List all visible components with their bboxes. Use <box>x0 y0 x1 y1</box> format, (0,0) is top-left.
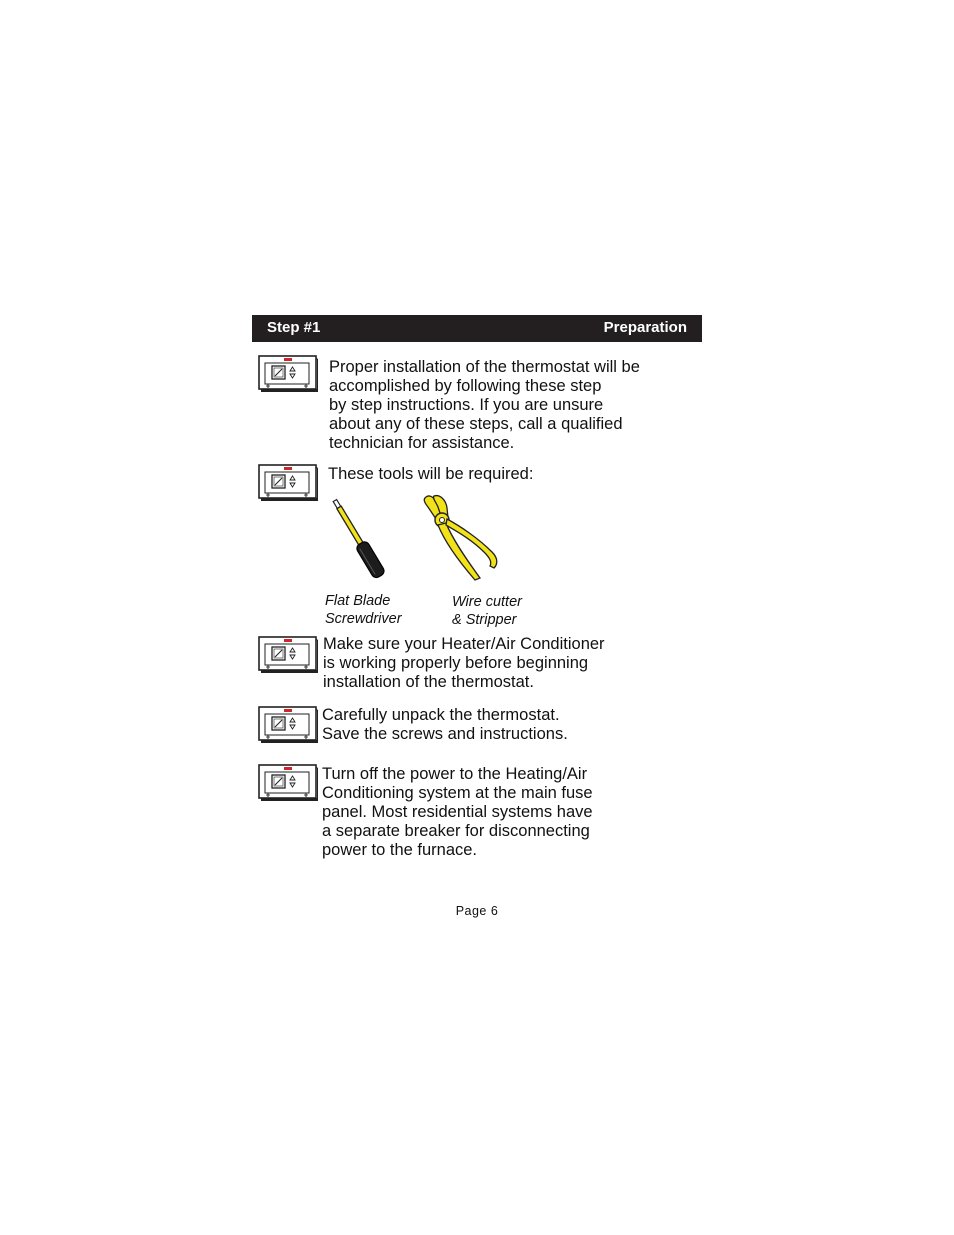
pliers-icon <box>420 492 506 584</box>
paragraph-check-system: Make sure your Heater/Air Conditioner is working properly before beginning installation of the thermostat. <box>323 635 605 691</box>
paragraph-unpack: Carefully unpack the thermostat. Save the screws and instructions. <box>322 706 568 743</box>
thermostat-icon <box>258 354 318 394</box>
page-number: Page 6 <box>455 904 499 918</box>
pliers-caption: Wire cutter & Stripper <box>452 594 522 628</box>
thermostat-icon <box>258 763 318 803</box>
section-title: Preparation <box>603 319 687 336</box>
thermostat-icon <box>258 463 318 503</box>
step-header-bar <box>252 315 702 342</box>
screwdriver-icon <box>322 492 394 584</box>
thermostat-icon <box>258 705 318 745</box>
thermostat-icon <box>258 635 318 675</box>
screwdriver-caption: Flat Blade Screwdriver <box>325 593 402 627</box>
paragraph-tools: These tools will be required: <box>328 465 534 483</box>
paragraph-power-off: Turn off the power to the Heating/Air Conditioning system at the main fuse panel. Most residential systems have a separate breaker for disconnecting power to the furnace. <box>322 765 593 859</box>
paragraph-intro: Proper installation of the thermostat will be accomplished by following these step by step instructions. If you are unsure about any of these steps, call a qualified technician for assistance. <box>329 358 640 452</box>
step-number: Step #1 <box>267 319 321 336</box>
